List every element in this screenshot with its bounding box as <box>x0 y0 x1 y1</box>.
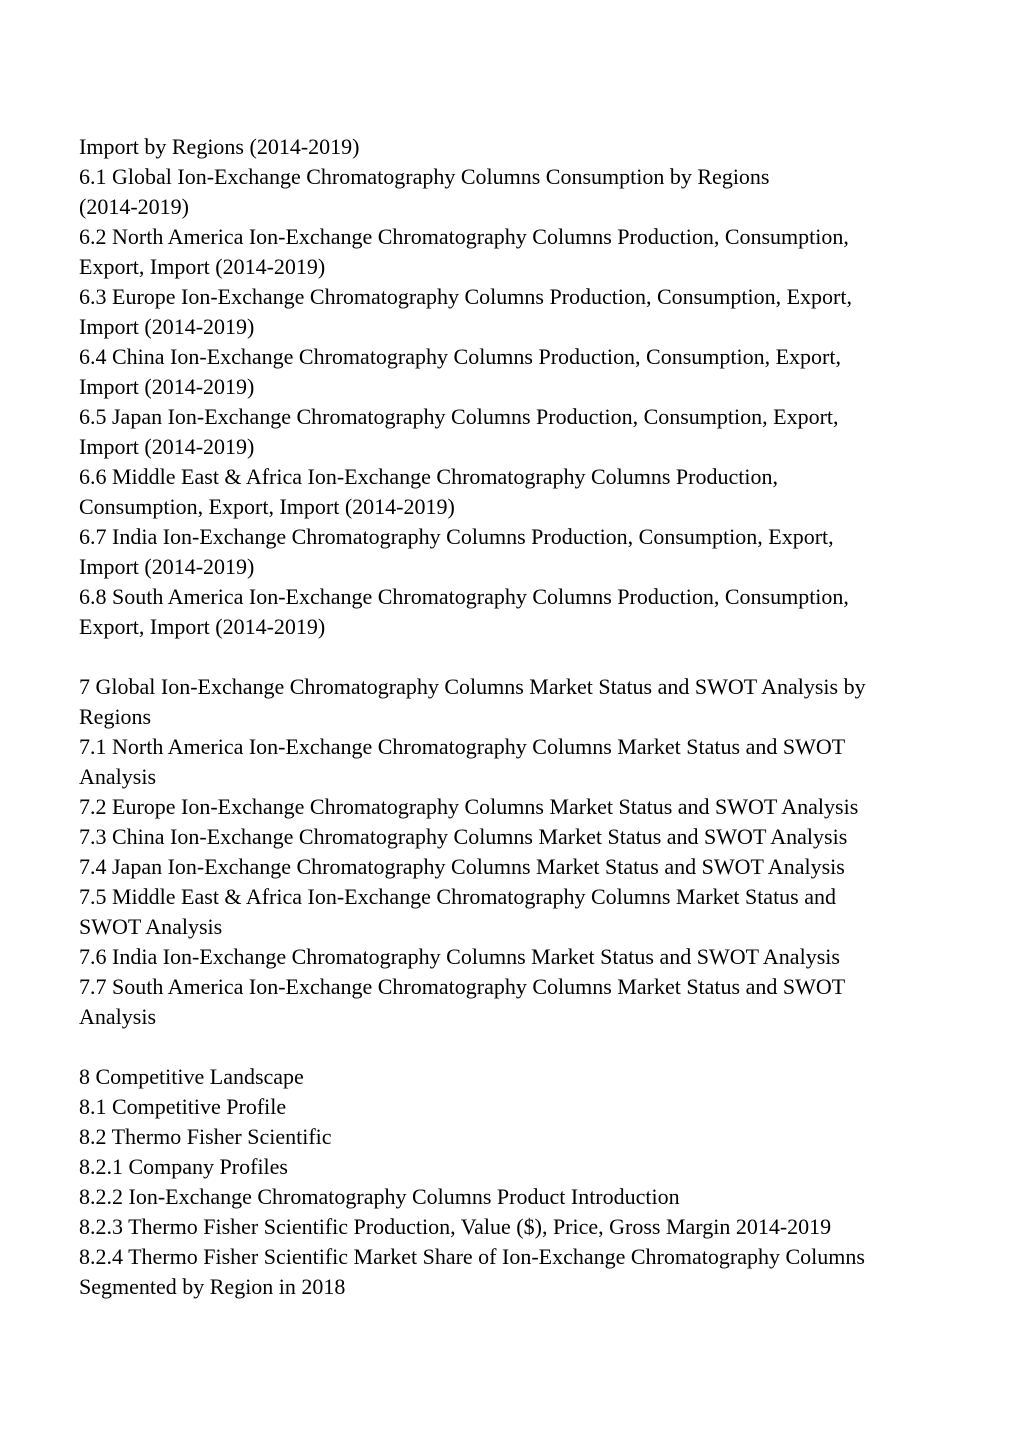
toc-line: 6.5 Japan Ion-Exchange Chromatography Columns Production, Consumption, Export, <box>79 404 839 429</box>
toc-line: 8 Competitive Landscape <box>79 1064 304 1089</box>
toc-line: SWOT Analysis <box>79 914 223 939</box>
toc-line: Consumption, Export, Import (2014-2019) <box>79 494 455 519</box>
section-7-block <box>79 672 959 1032</box>
toc-line: 6.2 North America Ion-Exchange Chromatography Columns Production, Consumption, <box>79 224 849 249</box>
section-spacer <box>79 1032 959 1062</box>
section-spacer <box>79 642 959 672</box>
toc-line: 6.7 India Ion-Exchange Chromatography Columns Production, Consumption, Export, <box>79 524 834 549</box>
toc-line: Import (2014-2019) <box>79 434 255 459</box>
section-6-block <box>79 132 959 642</box>
toc-line: 8.2.1 Company Profiles <box>79 1154 288 1179</box>
toc-line: Export, Import (2014-2019) <box>79 254 326 279</box>
toc-line: 7.3 China Ion-Exchange Chromatography Columns Market Status and SWOT Analysis <box>79 824 848 849</box>
toc-line: 6.8 South America Ion-Exchange Chromatography Columns Production, Consumption, <box>79 584 849 609</box>
toc-line: 7.7 South America Ion-Exchange Chromatography Columns Market Status and SWOT <box>79 974 846 999</box>
toc-line: 6.1 Global Ion-Exchange Chromatography Columns Consumption by Regions <box>79 164 770 189</box>
toc-line: 7.6 India Ion-Exchange Chromatography Columns Market Status and SWOT Analysis <box>79 944 840 969</box>
toc-line: 7.4 Japan Ion-Exchange Chromatography Columns Market Status and SWOT Analysis <box>79 854 845 879</box>
toc-line: 6.3 Europe Ion-Exchange Chromatography Columns Production, Consumption, Export, <box>79 284 852 309</box>
toc-line: (2014-2019) <box>79 194 189 219</box>
toc-line: Import (2014-2019) <box>79 374 255 399</box>
toc-line: 7.5 Middle East & Africa Ion-Exchange Chromatography Columns Market Status and <box>79 884 837 909</box>
toc-line: 8.2 Thermo Fisher Scientific <box>79 1124 332 1149</box>
toc-line: Segmented by Region in 2018 <box>79 1274 346 1299</box>
toc-line: Import by Regions (2014-2019) <box>79 134 360 159</box>
toc-line: Export, Import (2014-2019) <box>79 614 326 639</box>
toc-line: 7 Global Ion-Exchange Chromatography Columns Market Status and SWOT Analysis by <box>79 674 866 699</box>
document-page <box>79 132 959 1302</box>
section-8-block <box>79 1062 959 1302</box>
toc-line: 8.2.3 Thermo Fisher Scientific Production, Value ($), Price, Gross Margin 2014-2019 <box>79 1214 832 1239</box>
toc-line: 8.2.2 Ion-Exchange Chromatography Columns Product Introduction <box>79 1184 680 1209</box>
toc-line: Analysis <box>79 764 156 789</box>
toc-line: 6.4 China Ion-Exchange Chromatography Columns Production, Consumption, Export, <box>79 344 841 369</box>
toc-line: Analysis <box>79 1004 156 1029</box>
toc-line: Import (2014-2019) <box>79 314 255 339</box>
toc-line: 7.1 North America Ion-Exchange Chromatography Columns Market Status and SWOT <box>79 734 846 759</box>
toc-line: Import (2014-2019) <box>79 554 255 579</box>
toc-line: 8.2.4 Thermo Fisher Scientific Market Share of Ion-Exchange Chromatography Columns <box>79 1244 865 1269</box>
toc-line: 6.6 Middle East & Africa Ion-Exchange Chromatography Columns Production, <box>79 464 778 489</box>
toc-line: 8.1 Competitive Profile <box>79 1094 287 1119</box>
toc-line: Regions <box>79 704 152 729</box>
toc-line: 7.2 Europe Ion-Exchange Chromatography Columns Market Status and SWOT Analysis <box>79 794 859 819</box>
